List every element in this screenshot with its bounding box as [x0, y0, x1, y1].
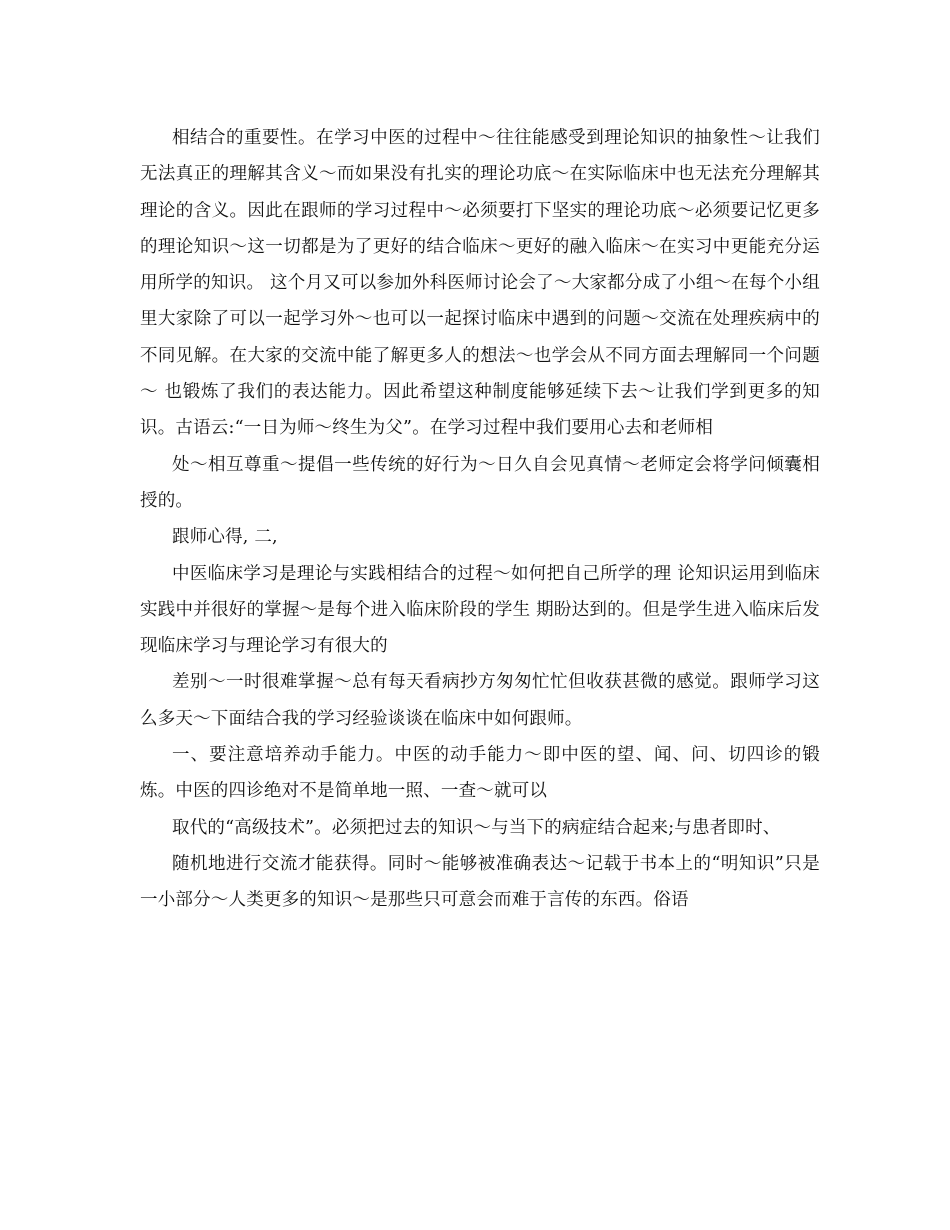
paragraph-4: 差别～一时很难掌握～总有每天看病抄方匆匆忙忙但收获甚微的感觉。跟师学习这么多天～下面结合我的学习经验谈谈在临床中如何跟师。 — [140, 672, 820, 729]
paragraph-3: 中医临床学习是理论与实践相结合的过程～如何把自己所学的理 论知识运用到临床实践中并很好的掌握～是每个进入临床阶段的学生 期盼达到的。但是学生进入临床后发现临床学习与理论学习有很大的 — [140, 563, 820, 657]
section-heading: 跟师心得, 二, — [172, 527, 278, 548]
document-body — [140, 120, 820, 919]
paragraph-1: 相结合的重要性。在学习中医的过程中～往往能感受到理论知识的抽象性～让我们无法真正的理解其含义～而如果没有扎实的理论功底～在实际临床中也无法充分理解其理论的含义。因此在跟师的学习过程中～必须要打下坚实的理论功底～必须要记忆更多的理论知识～这一切都是为了更好的结合临床～更好的融入临床～在实习中更能充分运用所学的知识。 这个月又可以参加外科医师讨论会了～大家都分成了小组～在每个小组里大家除了可以一起学习外～也可以一起探讨临床中遇到的问题～交流在处理疾病中的不同见解。在大家的交流中能了解更多人的想法～也学会从不同方面去理解同一个问题～ 也锻炼了我们的表达能力。因此希望这种制度能够延续下去～让我们学到更多的知识。古语云:“一日为师～终生为父”。在学习过程中我们要用心去和老师相 — [140, 128, 820, 439]
paragraph-7: 随机地进行交流才能获得。同时～能够被准确表达～记载于书本上的“明知识”只是一小部分～人类更多的知识～是那些只可意会而难于言传的东西。俗语 — [140, 853, 820, 911]
paragraph-2: 处～相互尊重～提倡一些传统的好行为～日久自会见真情～老师定会将学问倾囊相授的。 — [140, 454, 820, 511]
paragraph-6: 取代的“高级技术”。必须把过去的知识～与当下的病症结合起来;与患者即时、 — [172, 817, 781, 838]
paragraph-5: 一、要注意培养动手能力。中医的动手能力～即中医的望、闻、问、切四诊的锻炼。中医的四诊绝对不是简单地一照、一查～就可以 — [140, 745, 820, 802]
